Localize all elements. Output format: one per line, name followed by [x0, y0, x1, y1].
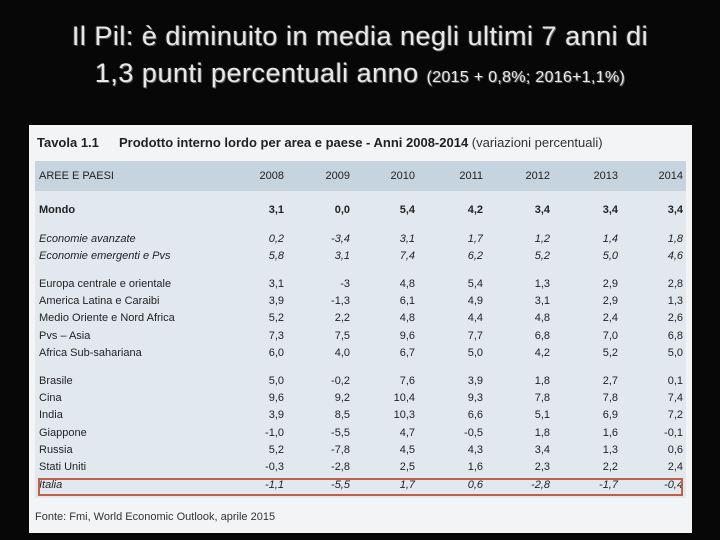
table-cell: -0,1 — [664, 427, 683, 439]
table-cell: 1,7 — [399, 479, 415, 491]
table-cell: 4,8 — [399, 312, 415, 324]
table-cell: 9,6 — [399, 330, 415, 342]
table-cell: 7,0 — [602, 330, 618, 342]
table-row — [35, 310, 686, 327]
table-cell: 1,8 — [534, 427, 550, 439]
table-cell: 3,1 — [268, 204, 284, 216]
column-header-2011: 2011 — [459, 170, 483, 182]
table-cell: -3,4 — [331, 233, 350, 245]
table-cell: 2,4 — [667, 461, 683, 473]
table-cell: 5,2 — [602, 347, 618, 359]
table-cell: 1,3 — [534, 278, 550, 290]
row-label: America Latina e Caraibi — [39, 295, 160, 307]
table-row — [35, 231, 686, 248]
table-cell: -0,3 — [265, 461, 284, 473]
table-cell: 5,2 — [534, 250, 550, 262]
table-cell: 5,0 — [268, 375, 284, 387]
table-cell: 7,6 — [399, 375, 415, 387]
row-label: Mondo — [39, 204, 76, 216]
table-cell: 1,3 — [667, 295, 683, 307]
table-row — [35, 373, 686, 390]
table-cell: 7,3 — [268, 330, 284, 342]
table-row — [35, 425, 686, 442]
table-cell: 2,5 — [399, 461, 415, 473]
column-header-2010: 2010 — [390, 170, 415, 182]
row-label: Africa Sub-sahariana — [39, 347, 142, 359]
table-cell: -1,1 — [265, 479, 284, 491]
table-cell: 7,5 — [334, 330, 350, 342]
table-row — [35, 293, 686, 310]
table-cell: 3,1 — [334, 250, 350, 262]
table-cell: 3,4 — [602, 204, 618, 216]
table-cell: 4,2 — [467, 204, 483, 216]
row-label: Russia — [39, 444, 73, 456]
table-cell: 3,4 — [667, 204, 683, 216]
table-cell: 9,2 — [334, 392, 350, 404]
table-cell: 7,7 — [467, 330, 483, 342]
table-cell: 0,6 — [667, 444, 683, 456]
table-cell: 4,3 — [467, 444, 483, 456]
row-label: Cina — [39, 392, 62, 404]
table-cell: 5,2 — [268, 312, 284, 324]
table-cell: 10,4 — [393, 392, 415, 404]
table-cell: 10,3 — [393, 409, 415, 421]
table-cell: 4,6 — [667, 250, 683, 262]
table-cell: 1,3 — [602, 444, 618, 456]
row-label: Medio Oriente e Nord Africa — [39, 312, 175, 324]
table-row — [35, 276, 686, 293]
table-subtitle: (variazioni percentuali) — [471, 135, 603, 150]
table-cell: 2,7 — [602, 375, 618, 387]
column-header-2012: 2012 — [525, 170, 550, 182]
table-cell: 5,1 — [534, 409, 550, 421]
table-cell: 2,9 — [602, 295, 618, 307]
table-cell: 5,0 — [667, 347, 683, 359]
row-label: Stati Uniti — [39, 461, 87, 473]
table-cell: 6,7 — [399, 347, 415, 359]
row-label: Giappone — [39, 427, 87, 439]
row-label: Europa centrale e orientale — [39, 278, 172, 290]
table-cell: 1,6 — [602, 427, 618, 439]
table-header — [29, 125, 692, 160]
table-cell: 7,8 — [534, 392, 550, 404]
table-cell: -0,5 — [464, 427, 483, 439]
table-cell: 5,4 — [399, 204, 415, 216]
column-header-2008: 2008 — [259, 170, 284, 182]
title-line-1: Il Pil: è diminuito in media negli ultimi 7 anni di — [71, 21, 649, 51]
table-cell: 6,6 — [467, 409, 483, 421]
column-header-area: AREE E PAESI — [39, 170, 114, 182]
table-cell: 0,2 — [268, 233, 284, 245]
table-cell: 3,4 — [534, 204, 550, 216]
table-cell: 4,5 — [399, 444, 415, 456]
table-cell: 7,2 — [667, 409, 683, 421]
table-cell: 3,4 — [534, 444, 550, 456]
table-row — [35, 390, 686, 407]
slide-title — [0, 18, 720, 96]
table-title — [119, 125, 603, 160]
table-cell: -1,3 — [331, 295, 350, 307]
row-label: India — [39, 409, 63, 421]
table-number: Tavola 1.1 — [37, 135, 99, 150]
column-header-row — [35, 161, 686, 191]
table-cell: 6,1 — [399, 295, 415, 307]
row-label: Economie emergenti e Pvs — [39, 250, 171, 262]
table-cell: -0,4 — [664, 479, 683, 491]
table-cell: 5,0 — [602, 250, 618, 262]
table-cell: 4,4 — [467, 312, 483, 324]
table-cell: 0,6 — [467, 479, 483, 491]
table-cell: 3,1 — [534, 295, 550, 307]
table-cell: 2,2 — [602, 461, 618, 473]
table-cell: -7,8 — [331, 444, 350, 456]
table-panel — [29, 125, 692, 533]
row-label: Italia — [39, 479, 63, 491]
table-cell: 6,8 — [667, 330, 683, 342]
table-title-text: Prodotto interno lordo per area e paese - Anni 2008-2014 — [119, 135, 469, 150]
italia-highlight-box — [38, 478, 683, 496]
table-cell: -1,0 — [265, 427, 284, 439]
table-cell: 1,4 — [602, 233, 618, 245]
table-cell: 8,5 — [334, 409, 350, 421]
title-line-2-main: 1,3 punti percentuali anno — [94, 58, 419, 88]
table-cell: 4,2 — [534, 347, 550, 359]
table-cell: 1,8 — [667, 233, 683, 245]
table-cell: 2,4 — [602, 312, 618, 324]
table-cell: 6,2 — [467, 250, 483, 262]
table-cell: 2,6 — [667, 312, 683, 324]
row-label: Brasile — [39, 375, 73, 387]
table-row — [35, 202, 686, 219]
table-cell: 7,4 — [667, 392, 683, 404]
table-cell: 5,4 — [467, 278, 483, 290]
table-row — [35, 442, 686, 459]
title-note: (2015 + 0,8%; 2016+1,1%) — [426, 69, 626, 86]
table-cell: 4,7 — [399, 427, 415, 439]
table-cell: -2,8 — [331, 461, 350, 473]
table-cell: 1,2 — [534, 233, 550, 245]
table-cell: 6,9 — [602, 409, 618, 421]
column-header-2014: 2014 — [658, 170, 683, 182]
table-cell: 3,1 — [268, 278, 284, 290]
column-header-2009: 2009 — [325, 170, 350, 182]
table-cell: 3,9 — [467, 375, 483, 387]
table-row — [35, 459, 686, 476]
table-cell: 0,1 — [667, 375, 683, 387]
table-cell: -5,5 — [331, 479, 350, 491]
table-cell: 1,8 — [534, 375, 550, 387]
table-cell: 2,8 — [667, 278, 683, 290]
table-cell: 3,1 — [399, 233, 415, 245]
table-source: Fonte: Fmi, World Economic Outlook, aprile 2015 — [35, 511, 276, 523]
table-cell: 5,0 — [467, 347, 483, 359]
table-cell: 7,8 — [602, 392, 618, 404]
table-cell: 6,8 — [534, 330, 550, 342]
table-cell: 4,8 — [534, 312, 550, 324]
table-cell: 2,3 — [534, 461, 550, 473]
table-row — [35, 328, 686, 345]
table-cell: 6,0 — [268, 347, 284, 359]
table-cell: -3 — [340, 278, 350, 290]
table-cell: -2,8 — [531, 479, 550, 491]
table-cell: -5,5 — [331, 427, 350, 439]
table-row — [35, 248, 686, 265]
table-cell: 0,0 — [334, 204, 350, 216]
row-label: Economie avanzate — [39, 233, 136, 245]
table-cell: 4,9 — [467, 295, 483, 307]
table-cell: 1,7 — [467, 233, 483, 245]
data-table — [35, 161, 686, 498]
row-label: Pvs – Asia — [39, 330, 91, 342]
table-cell: 2,2 — [334, 312, 350, 324]
table-row — [35, 345, 686, 362]
table-cell: 4,8 — [399, 278, 415, 290]
column-header-2013: 2013 — [593, 170, 618, 182]
table-cell: -1,7 — [599, 479, 618, 491]
table-cell: 4,0 — [334, 347, 350, 359]
table-cell: 5,8 — [268, 250, 284, 262]
table-cell: 3,9 — [268, 409, 284, 421]
table-cell: 5,2 — [268, 444, 284, 456]
table-cell: 3,9 — [268, 295, 284, 307]
table-cell: 2,9 — [602, 278, 618, 290]
table-cell: -0,2 — [331, 375, 350, 387]
table-cell: 1,6 — [467, 461, 483, 473]
table-cell: 7,4 — [399, 250, 415, 262]
table-cell: 9,6 — [268, 392, 284, 404]
title-line-2 — [0, 55, 720, 96]
table-cell: 9,3 — [467, 392, 483, 404]
table-row — [35, 407, 686, 424]
